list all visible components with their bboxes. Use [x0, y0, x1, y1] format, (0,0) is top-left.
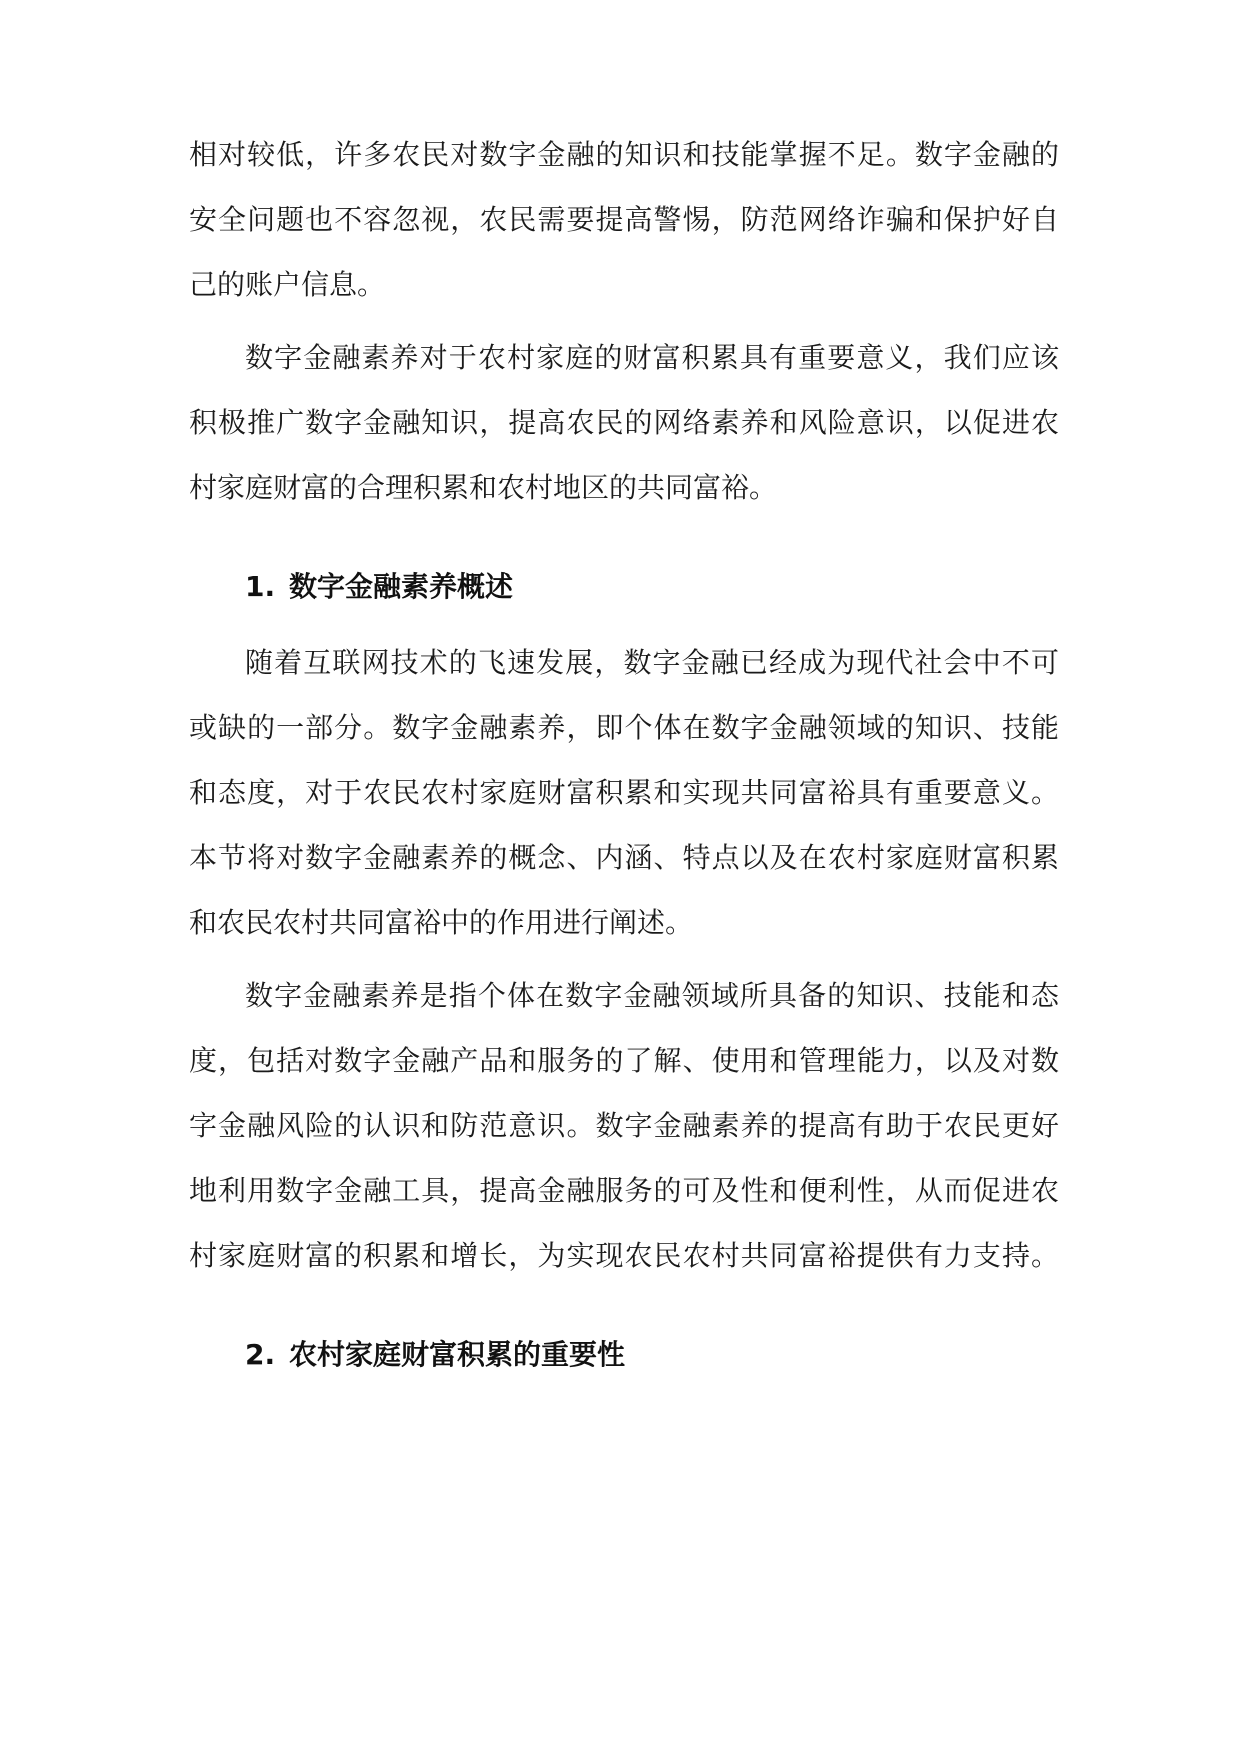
paragraph-line: 相对较低，许多农民对数字金融的知识和技能掌握不足。数字金融的 [189, 138, 1059, 171]
section-title: 农村家庭财富积累的重要性 [289, 1338, 626, 1371]
section-number: 1. [245, 570, 276, 603]
paragraph-line: 数字金融素养对于农村家庭的财富积累具有重要意义，我们应该 [245, 341, 1059, 374]
section-heading-2 [245, 1335, 625, 1375]
paragraph-line: 己的账户信息。 [189, 268, 386, 301]
paragraph-line: 村家庭财富的合理积累和农村地区的共同富裕。 [189, 471, 778, 504]
section-title: 数字金融素养概述 [289, 570, 514, 603]
section-number: 2. [245, 1338, 276, 1371]
paragraph-line: 本节将对数字金融素养的概念、内涵、特点以及在农村家庭财富积累 [189, 841, 1059, 874]
section-heading-1 [245, 567, 513, 607]
paragraph-line: 随着互联网技术的飞速发展，数字金融已经成为现代社会中不可 [245, 646, 1059, 679]
paragraph-line: 村家庭财富的积累和增长，为实现农民农村共同富裕提供有力支持。 [189, 1239, 1059, 1272]
paragraph-line: 和态度，对于农民农村家庭财富积累和实现共同富裕具有重要意义。 [189, 776, 1059, 809]
paragraph-line: 地利用数字金融工具，提高金融服务的可及性和便利性，从而促进农 [189, 1174, 1059, 1207]
paragraph-line: 数字金融素养是指个体在数字金融领域所具备的知识、技能和态 [245, 979, 1059, 1012]
paragraph-line: 或缺的一部分。数字金融素养，即个体在数字金融领域的知识、技能 [189, 711, 1059, 744]
paragraph-line: 和农民农村共同富裕中的作用进行阐述。 [189, 906, 694, 939]
paragraph-line: 度，包括对数字金融产品和服务的了解、使用和管理能力，以及对数 [189, 1044, 1059, 1077]
paragraph-line: 安全问题也不容忽视，农民需要提高警惕，防范网络诈骗和保护好自 [189, 203, 1059, 236]
paragraph-line: 字金融风险的认识和防范意识。数字金融素养的提高有助于农民更好 [189, 1109, 1059, 1142]
paragraph-line: 积极推广数字金融知识，提高农民的网络素养和风险意识，以促进农 [189, 406, 1059, 439]
